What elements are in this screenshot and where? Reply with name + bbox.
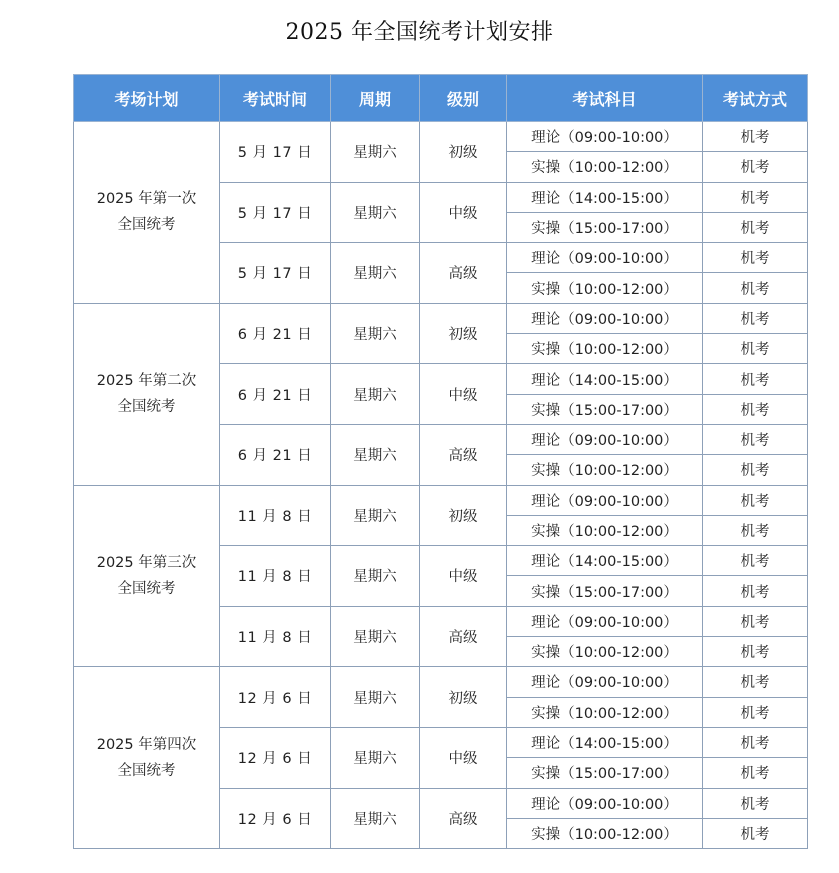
- weekday-cell: 星期六: [331, 182, 420, 243]
- subject-cell: 实操（15:00-17:00）: [507, 758, 703, 788]
- page-title: 2025 年全国统考计划安排: [285, 20, 554, 45]
- subject-cell: 理论（09:00-10:00）: [507, 122, 703, 152]
- table-row: [74, 303, 808, 333]
- exam-mode-cell: 机考: [703, 697, 808, 727]
- subject-cell: 理论（09:00-10:00）: [507, 485, 703, 515]
- exam-mode-cell: 机考: [703, 727, 808, 757]
- subject-cell: 实操（10:00-12:00）: [507, 273, 703, 303]
- subject-cell: 实操（15:00-17:00）: [507, 394, 703, 424]
- weekday-cell: 星期六: [331, 485, 420, 546]
- level-cell: 高级: [420, 788, 507, 849]
- exam-mode-cell: 机考: [703, 818, 808, 848]
- exam-mode-cell: 机考: [703, 303, 808, 333]
- plan-name-line2: 全国统考: [117, 580, 176, 597]
- weekday-cell: 星期六: [331, 424, 420, 485]
- exam-mode-cell: 机考: [703, 243, 808, 273]
- plan-name-cell: [74, 667, 220, 849]
- weekday-cell: 星期六: [331, 606, 420, 667]
- subject-cell: 实操（10:00-12:00）: [507, 334, 703, 364]
- level-cell: 高级: [420, 243, 507, 304]
- plan-name-line1: 2025 年第一次: [96, 191, 197, 208]
- header-mode: 考试方式: [703, 75, 808, 122]
- header-exam-date: 考试时间: [220, 75, 331, 122]
- subject-cell: 理论（09:00-10:00）: [507, 243, 703, 273]
- level-cell: 初级: [420, 667, 507, 728]
- exam-date-cell: 6 月 21 日: [220, 364, 331, 425]
- exam-date-cell: 5 月 17 日: [220, 243, 331, 304]
- exam-mode-cell: 机考: [703, 455, 808, 485]
- exam-mode-cell: 机考: [703, 515, 808, 545]
- exam-mode-cell: 机考: [703, 667, 808, 697]
- weekday-cell: 星期六: [331, 122, 420, 183]
- subject-cell: 理论（09:00-10:00）: [507, 424, 703, 454]
- exam-mode-cell: 机考: [703, 152, 808, 182]
- level-cell: 高级: [420, 424, 507, 485]
- subject-cell: 实操（10:00-12:00）: [507, 455, 703, 485]
- exam-schedule-table: [73, 74, 808, 849]
- exam-date-cell: 11 月 8 日: [220, 546, 331, 607]
- subject-cell: 实操（10:00-12:00）: [507, 515, 703, 545]
- weekday-cell: 星期六: [331, 546, 420, 607]
- plan-name-line1: 2025 年第四次: [96, 736, 197, 753]
- weekday-cell: 星期六: [331, 727, 420, 788]
- header-level: 级别: [420, 75, 507, 122]
- table-body: [74, 122, 808, 849]
- subject-cell: 实操（15:00-17:00）: [507, 576, 703, 606]
- exam-mode-cell: 机考: [703, 212, 808, 242]
- plan-name-cell: [74, 122, 220, 304]
- exam-date-cell: 12 月 6 日: [220, 788, 331, 849]
- exam-date-cell: 5 月 17 日: [220, 122, 331, 183]
- exam-mode-cell: 机考: [703, 758, 808, 788]
- subject-cell: 实操（15:00-17:00）: [507, 212, 703, 242]
- table-header-row: [74, 75, 808, 122]
- weekday-cell: 星期六: [331, 788, 420, 849]
- exam-mode-cell: 机考: [703, 546, 808, 576]
- exam-date-cell: 11 月 8 日: [220, 606, 331, 667]
- header-plan: 考场计划: [74, 75, 220, 122]
- level-cell: 中级: [420, 727, 507, 788]
- level-cell: 中级: [420, 364, 507, 425]
- level-cell: 初级: [420, 122, 507, 183]
- subject-cell: 理论（14:00-15:00）: [507, 364, 703, 394]
- subject-cell: 实操（10:00-12:00）: [507, 818, 703, 848]
- level-cell: 初级: [420, 303, 507, 364]
- exam-date-cell: 6 月 21 日: [220, 303, 331, 364]
- subject-cell: 实操（10:00-12:00）: [507, 697, 703, 727]
- exam-mode-cell: 机考: [703, 273, 808, 303]
- table-row: [74, 667, 808, 697]
- level-cell: 中级: [420, 546, 507, 607]
- table-row: [74, 122, 808, 152]
- exam-mode-cell: 机考: [703, 576, 808, 606]
- plan-name-cell: [74, 303, 220, 485]
- plan-name-line2: 全国统考: [117, 399, 176, 416]
- weekday-cell: 星期六: [331, 243, 420, 304]
- weekday-cell: 星期六: [331, 303, 420, 364]
- plan-name-cell: [74, 485, 220, 667]
- subject-cell: 实操（10:00-12:00）: [507, 152, 703, 182]
- subject-cell: 理论（09:00-10:00）: [507, 788, 703, 818]
- exam-date-cell: 5 月 17 日: [220, 182, 331, 243]
- plan-name-line1: 2025 年第三次: [96, 554, 197, 571]
- subject-cell: 理论（14:00-15:00）: [507, 727, 703, 757]
- exam-mode-cell: 机考: [703, 394, 808, 424]
- plan-name-line1: 2025 年第二次: [96, 373, 197, 390]
- exam-mode-cell: 机考: [703, 606, 808, 636]
- exam-mode-cell: 机考: [703, 364, 808, 394]
- subject-cell: 理论（09:00-10:00）: [507, 606, 703, 636]
- exam-mode-cell: 机考: [703, 424, 808, 454]
- exam-mode-cell: 机考: [703, 485, 808, 515]
- subject-cell: 理论（14:00-15:00）: [507, 182, 703, 212]
- exam-date-cell: 11 月 8 日: [220, 485, 331, 546]
- header-weekday: 周期: [331, 75, 420, 122]
- level-cell: 中级: [420, 182, 507, 243]
- header-subject: 考试科目: [507, 75, 703, 122]
- exam-date-cell: 6 月 21 日: [220, 424, 331, 485]
- exam-mode-cell: 机考: [703, 122, 808, 152]
- level-cell: 高级: [420, 606, 507, 667]
- weekday-cell: 星期六: [331, 364, 420, 425]
- plan-name-line2: 全国统考: [117, 217, 176, 234]
- subject-cell: 实操（10:00-12:00）: [507, 637, 703, 667]
- weekday-cell: 星期六: [331, 667, 420, 728]
- exam-mode-cell: 机考: [703, 334, 808, 364]
- exam-mode-cell: 机考: [703, 182, 808, 212]
- exam-mode-cell: 机考: [703, 788, 808, 818]
- subject-cell: 理论（09:00-10:00）: [507, 667, 703, 697]
- exam-date-cell: 12 月 6 日: [220, 727, 331, 788]
- subject-cell: 理论（14:00-15:00）: [507, 546, 703, 576]
- plan-name-line2: 全国统考: [117, 762, 176, 779]
- exam-mode-cell: 机考: [703, 637, 808, 667]
- exam-date-cell: 12 月 6 日: [220, 667, 331, 728]
- table-row: [74, 485, 808, 515]
- level-cell: 初级: [420, 485, 507, 546]
- subject-cell: 理论（09:00-10:00）: [507, 303, 703, 333]
